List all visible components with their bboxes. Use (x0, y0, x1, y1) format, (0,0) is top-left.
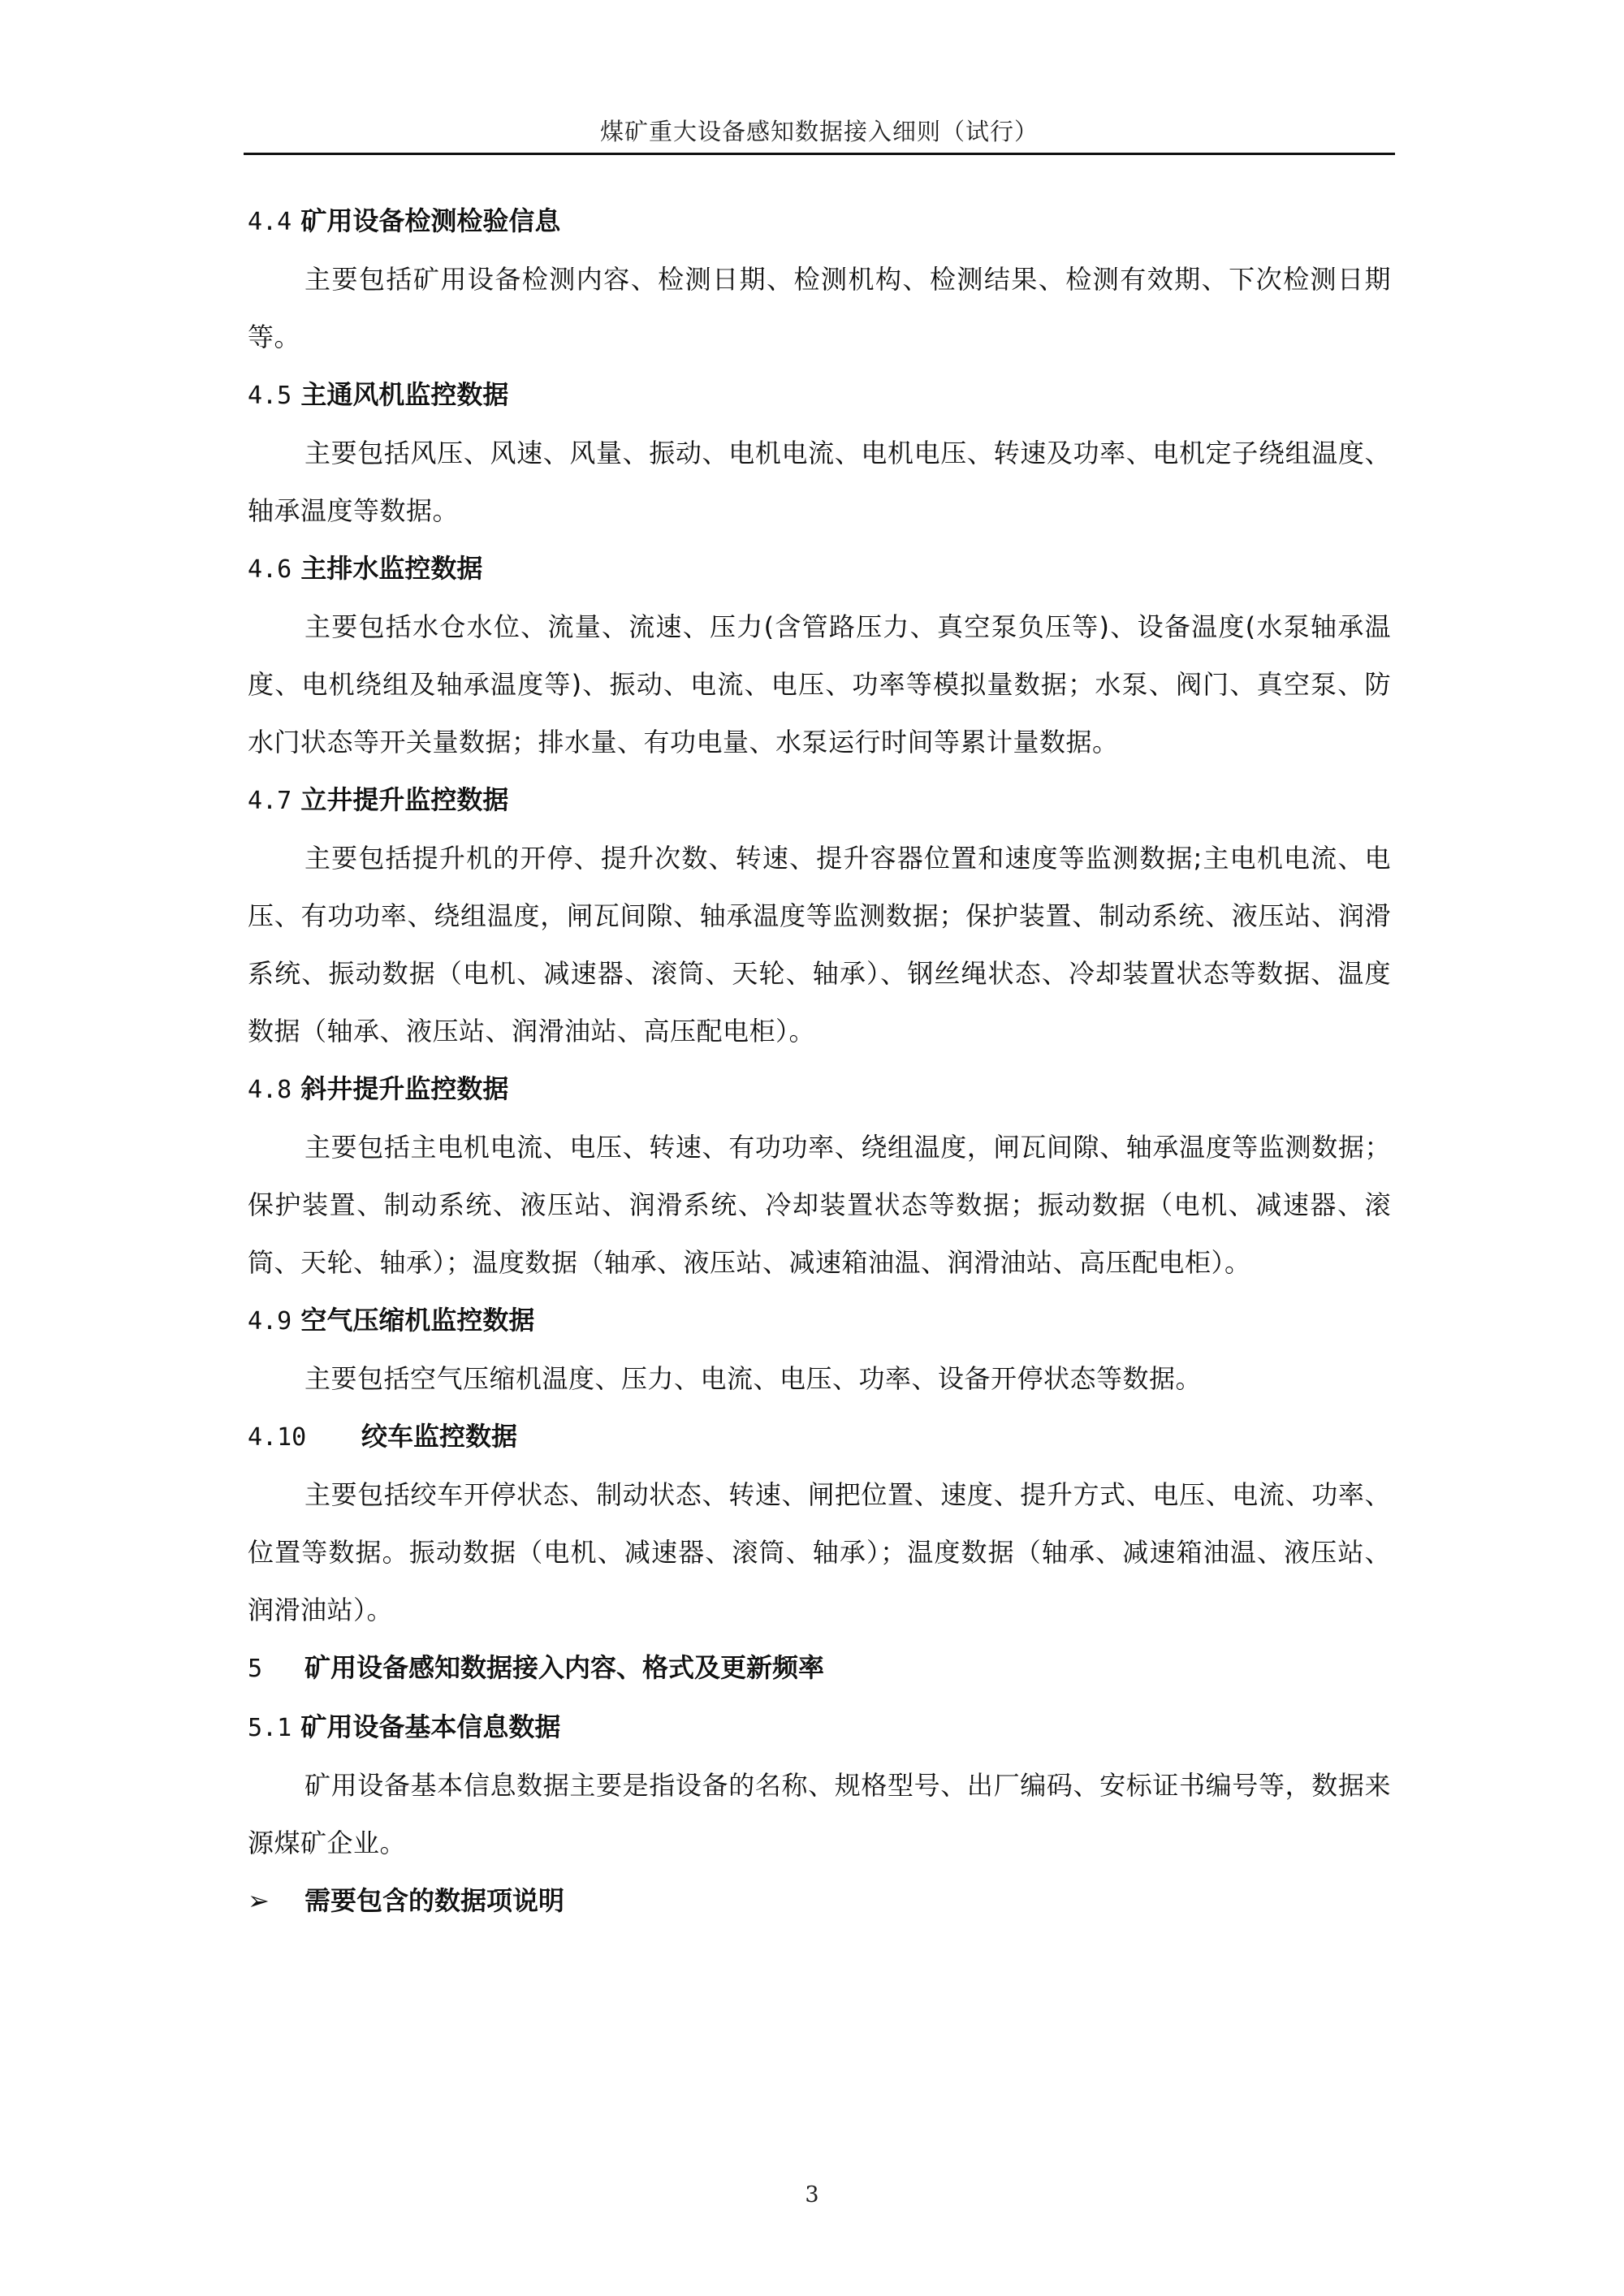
section-title: 矿用设备感知数据接入内容、格式及更新频率 (304, 1652, 825, 1683)
bullet-text: 需要包含的数据项说明 (304, 1885, 565, 1916)
section-title: 绞车监控数据 (361, 1421, 518, 1452)
section-paragraph-4-7: 主要包括提升机的开停、提升次数、转速、提升容器位置和速度等监测数据;主电机电流、电压、有功功率、绕组温度，闸瓦间隙、轴承温度等监测数据；保护装置、制动系统、液压站、润滑系统、振动数据（电机、减速器、滚筒、天轮、轴承）、钢丝绳状态、冷却装置状态等数据、温度数据（轴承、液压站、润滑油站、高压配电柜）。 (248, 843, 1391, 1047)
section-title: 斜井提升监控数据 (300, 1073, 509, 1104)
page-number: 3 (805, 2182, 819, 2208)
section-number: 4.9 (248, 1307, 292, 1336)
section-number: 4.10 (248, 1423, 307, 1452)
section-number: 4.6 (248, 555, 292, 584)
section-number: 5 (248, 1655, 263, 1683)
section-title: 矿用设备检测检验信息 (300, 205, 561, 236)
bullet-item (248, 1884, 1391, 1917)
section-number: 4.7 (248, 787, 292, 815)
section-paragraph-4-10: 主要包括绞车开停状态、制动状态、转速、闸把位置、速度、提升方式、电压、电流、功率、位置等数据。振动数据（电机、减速器、滚筒、轴承）；温度数据（轴承、减速箱油温、液压站、润滑油站）。 (248, 1479, 1391, 1625)
section-number: 4.5 (248, 382, 292, 410)
section-paragraph-4-4: 主要包括矿用设备检测内容、检测日期、检测机构、检测结果、检测有效期、下次检测日期等。 (248, 264, 1391, 352)
section-heading-4-5 (248, 378, 1391, 412)
document-header-title: 煤矿重大设备感知数据接入细则（试行） (599, 118, 1039, 145)
section-heading-4-7 (248, 783, 1391, 818)
section-title: 主排水监控数据 (300, 553, 483, 584)
document-body (248, 205, 1391, 1917)
section-paragraph-4-6: 主要包括水仓水位、流量、流速、压力(含管路压力、真空泵负压等)、设备温度(水泵轴承温度、电机绕组及轴承温度等)、振动、电流、电压、功率等模拟量数据；水泵、阀门、真空泵、防水门状态等开关量数据；排水量、有功电量、水泵运行时间等累计量数据。 (248, 611, 1391, 757)
section-paragraph-5-1: 矿用设备基本信息数据主要是指设备的名称、规格型号、出厂编码、安标证书编号等，数据来源煤矿企业。 (248, 1770, 1391, 1858)
header-rule (244, 153, 1395, 155)
section-title: 立井提升监控数据 (300, 784, 509, 815)
section-heading-5-1 (248, 1711, 1391, 1745)
section-heading-5 (248, 1651, 1391, 1685)
section-title: 主通风机监控数据 (300, 379, 509, 410)
arrow-bullet-icon: ➢ (248, 1885, 270, 1916)
section-number: 4.8 (248, 1076, 292, 1104)
section-heading-4-10 (248, 1420, 1391, 1454)
section-heading-4-9 (248, 1304, 1391, 1338)
section-paragraph-4-9: 主要包括空气压缩机温度、压力、电流、电压、功率、设备开停状态等数据。 (304, 1363, 1203, 1394)
section-title: 空气压缩机监控数据 (300, 1305, 535, 1336)
section-heading-4-6 (248, 552, 1391, 586)
section-title: 矿用设备基本信息数据 (300, 1711, 561, 1742)
section-number: 4.4 (248, 208, 292, 236)
section-paragraph-4-5: 主要包括风压、风速、风量、振动、电机电流、电机电压、转速及功率、电机定子绕组温度、轴承温度等数据。 (248, 438, 1391, 526)
section-number: 5.1 (248, 1714, 292, 1742)
section-heading-4-4 (248, 205, 1391, 239)
section-paragraph-4-8: 主要包括主电机电流、电压、转速、有功功率、绕组温度，闸瓦间隙、轴承温度等监测数据；保护装置、制动系统、液压站、润滑系统、冷却装置状态等数据；振动数据（电机、减速器、滚筒、天轮、轴承）；温度数据（轴承、液压站、减速箱油温、润滑油站、高压配电柜）。 (248, 1132, 1391, 1278)
section-heading-4-8 (248, 1072, 1391, 1107)
